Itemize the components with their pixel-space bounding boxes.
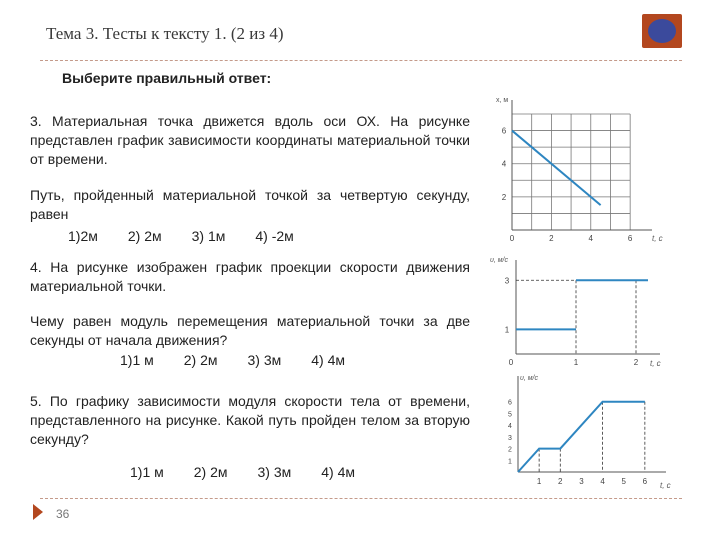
- top-divider: [40, 60, 682, 61]
- chart3-xtick: 6: [642, 477, 648, 486]
- q3-answer-4[interactable]: 4) -2м: [255, 228, 294, 244]
- chart3-ytick: 2: [508, 446, 512, 454]
- q3-answer-3[interactable]: 3) 1м: [191, 228, 226, 244]
- question-3-answers: [68, 228, 324, 244]
- q4-answer-3[interactable]: 3) 3м: [247, 352, 282, 368]
- chart-velocity-step: [488, 254, 668, 374]
- bottom-divider: [40, 498, 682, 499]
- question-3-text: 3. Материальная точка движется вдоль оси ОХ. На рисунке представлен график зависимости координаты материальной точки от времени.: [30, 113, 470, 167]
- question-5-text: 5. По графику зависимости модуля скорости тела от времени, представленного на рисунке. Какой путь пройден телом за вторую секунду?: [30, 393, 470, 447]
- chart3-xtick: 3: [579, 477, 584, 486]
- chart2-xtick: 1: [573, 358, 579, 367]
- q4-answer-1[interactable]: 1)1 м: [120, 352, 154, 368]
- chart-speed-time: [492, 370, 680, 498]
- q5-answer-2[interactable]: 2) 2м: [193, 464, 228, 480]
- chart3-ytick: 6: [508, 399, 512, 407]
- chart2-ytick: 1: [504, 325, 510, 335]
- nav-arrow-icon[interactable]: [33, 504, 43, 520]
- slide-title: Тема 3. Тесты к тексту 1. (2 из 4): [46, 24, 284, 43]
- chart3-xlabel: t, с: [660, 481, 671, 490]
- question-4-sub: Чему равен модуль перемещения материальной точки за две секунды от начала движения?: [30, 313, 470, 348]
- chart1-xtick: 4: [588, 234, 593, 243]
- chart3-ylabel: υ, м/с: [520, 375, 538, 382]
- q4-answer-4[interactable]: 4) 4м: [311, 352, 345, 368]
- chart1-series-line: [512, 131, 601, 206]
- chart2-ylabel: υ, м/с: [490, 257, 508, 264]
- chart2-xtick: 2: [633, 358, 639, 367]
- question-5-answers: [130, 464, 385, 480]
- q5-answer-3[interactable]: 3) 3м: [257, 464, 292, 480]
- question-4-answers: [120, 352, 375, 368]
- chart1-ytick: 6: [501, 126, 507, 136]
- chart2-xtick: 0: [508, 358, 514, 367]
- logo-icon: [642, 14, 682, 48]
- chart3-xtick: 4: [600, 477, 605, 486]
- chart1-ytick: 4: [501, 159, 507, 169]
- chart3-xtick: 1: [536, 477, 542, 486]
- instruction: Выберите правильный ответ:: [62, 70, 272, 86]
- chart1-xtick: 6: [627, 234, 633, 243]
- chart3-xtick: 5: [621, 477, 626, 486]
- chart3-ytick: 4: [508, 423, 512, 431]
- chart2-xlabel: t, с: [650, 359, 661, 368]
- chart1-ytick: 2: [501, 192, 507, 202]
- q5-answer-4[interactable]: 4) 4м: [321, 464, 355, 480]
- chart3-ytick: 3: [508, 434, 512, 442]
- chart3-series-line: [518, 402, 645, 472]
- q4-answer-2[interactable]: 2) 2м: [183, 352, 218, 368]
- chart3-ytick: 5: [508, 411, 512, 419]
- question-4-text: 4. На рисунке изображен график проекции скорости движения материальной точки.: [30, 259, 470, 294]
- chart-coordinate-time: [488, 92, 668, 247]
- question-3-sub: Путь, пройденный материальной точкой за четвертую секунду, равен: [30, 187, 470, 222]
- chart1-xtick: 2: [549, 234, 554, 243]
- chart1-xtick: 0: [509, 234, 515, 243]
- q3-answer-1[interactable]: 1)2м: [68, 228, 98, 244]
- q5-answer-1[interactable]: 1)1 м: [130, 464, 164, 480]
- chart3-ytick: 1: [508, 458, 512, 466]
- chart1-xlabel: t, с: [652, 234, 663, 243]
- chart1-ylabel: x, м: [496, 97, 509, 104]
- chart2-ytick: 3: [504, 276, 510, 286]
- slide-number: 36: [56, 507, 70, 521]
- chart3-xtick: 2: [558, 477, 563, 486]
- q3-answer-2[interactable]: 2) 2м: [127, 228, 162, 244]
